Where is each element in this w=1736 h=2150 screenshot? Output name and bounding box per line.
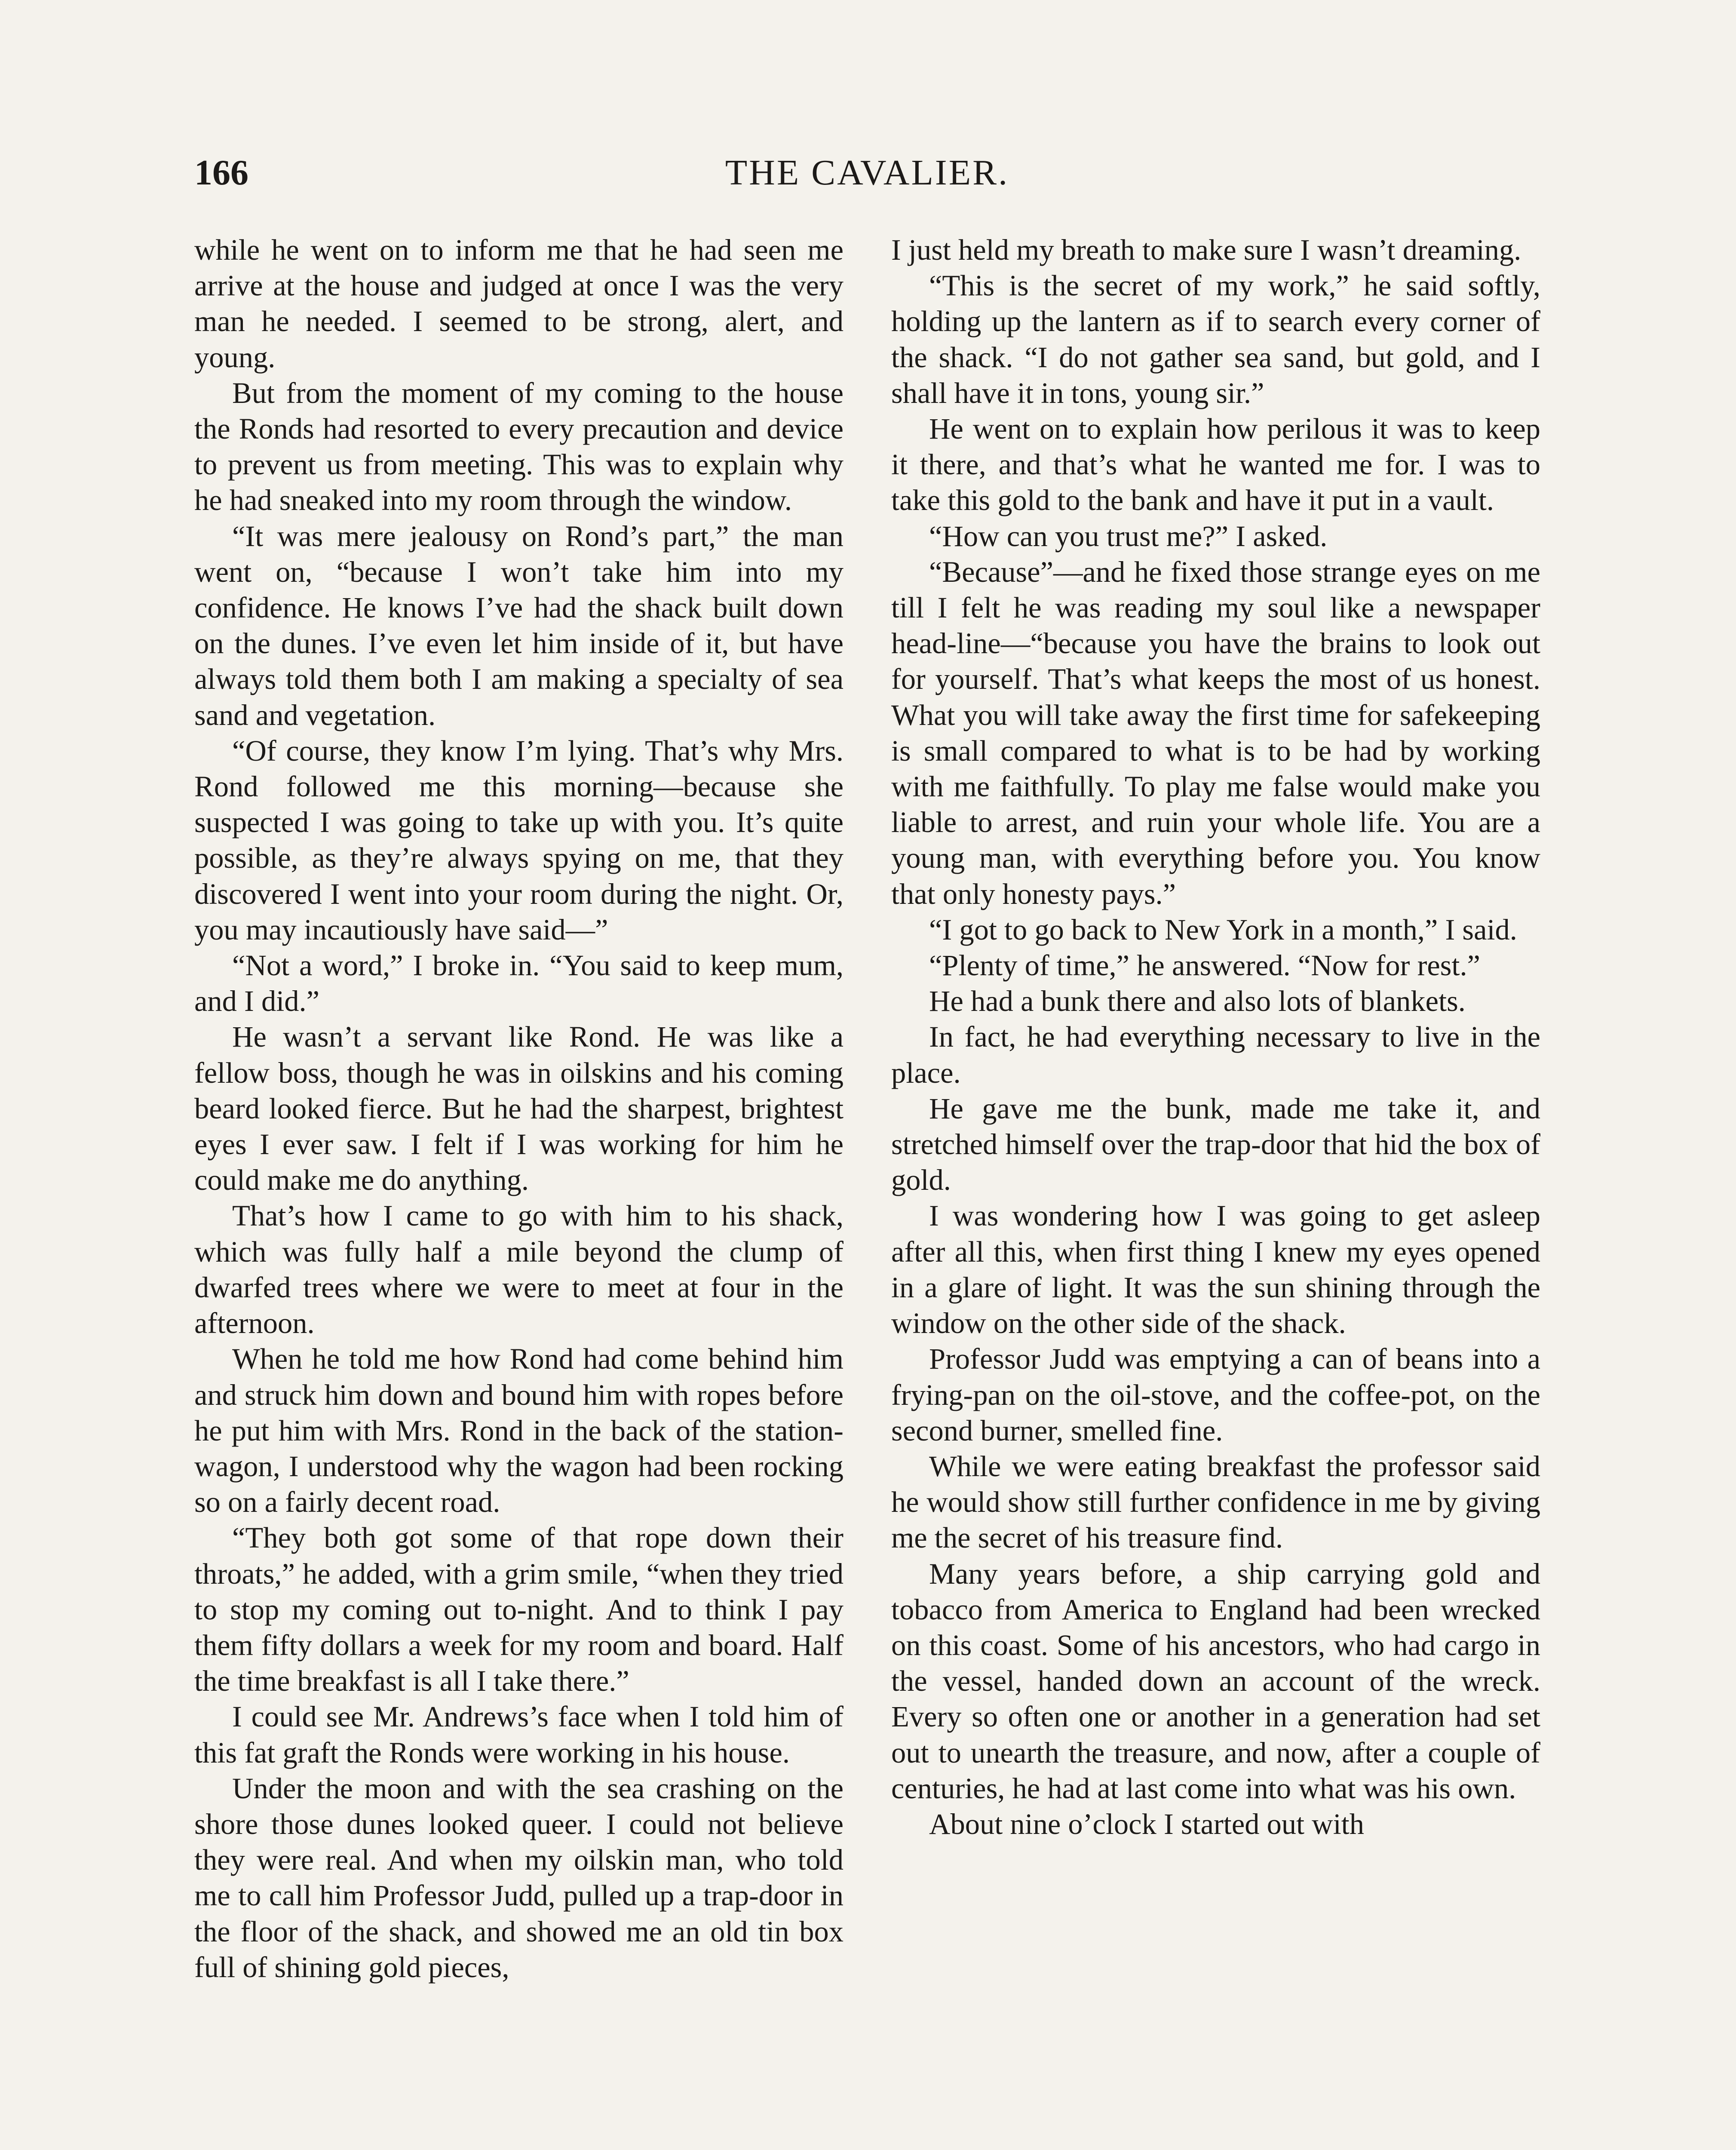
paragraph: I was wondering how I was going to get asleep after all this, when first thing I knew my eyes opened in a glare of light. It was the sun shining through the window on the other side of the shack.: [891, 1199, 1540, 1340]
paragraph: He wasn’t a servant like Rond. He was like a fellow boss, though he was in oilskins and his coming beard looked fierce. But he had the sharpest, brightest eyes I ever saw. I felt if I was working for him he could make me do anything.: [194, 1020, 843, 1197]
paragraph: Under the moon and with the sea crashing on the shore those dunes looked queer. I could not believe they were real. And when my oilskin man, who told me to call him Professor Judd, pulled up a trap-door in the floor of the shack, and showed me an old tin box full of shining gold pieces,: [194, 1772, 843, 1984]
paragraph: “Plenty of time,” he answered. “Now for rest.”: [929, 949, 1481, 982]
paragraph: He gave me the bunk, made me take it, and stretched himself over the trap-door that hid the box of gold.: [891, 1092, 1540, 1197]
paragraph: Many years before, a ship carrying gold and tobacco from America to England had been wrecked on this coast. Some of his ancestors, who had cargo in the vessel, handed down an account of the wreck. Every so often one or another in a generation had set out to unearth the treasure, and now, after a couple of centuries, he had at last come into what was his own.: [891, 1557, 1540, 1805]
paragraph: Professor Judd was emptying a can of beans into a frying-pan on the oil-stove, and the coffee-pot, on the second burner, smelled fine.: [891, 1342, 1540, 1447]
page-header: [194, 144, 1540, 200]
paragraph: When he told me how Rond had come behind him and struck him down and bound him with ropes before he put him with Mrs. Rond in the back of the station-wagon, I understood why the wagon had been rocking so on a fairly decent road.: [194, 1342, 843, 1519]
paragraph: “They both got some of that rope down their throats,” he added, with a grim smile, “when they tried to stop my coming out to-night. And to think I pay them fifty dollars a week for my room and board. Half the time breakfast is all I take there.”: [194, 1521, 843, 1698]
paragraph: I could see Mr. Andrews’s face when I told him of this fat graft the Ronds were working in his house.: [194, 1700, 843, 1769]
paragraph: “I got to go back to New York in a month,” I said.: [929, 913, 1517, 946]
paragraph: In fact, he had everything necessary to live in the place.: [891, 1020, 1540, 1089]
page-number: 166: [194, 153, 248, 193]
paragraph: While we were eating breakfast the professor said he would show still further confidence in me by giving me the secret of his treasure find.: [891, 1450, 1540, 1554]
paragraph: “It was mere jealousy on Rond’s part,” the man went on, “because I won’t take him into my confidence. He knows I’ve had the shack built down on the dunes. I’ve even let him inside of it, but have always told them both I am making a specialty of sea sand and vegetation.: [194, 519, 843, 731]
paragraph: “Of course, they know I’m lying. That’s why Mrs. Rond followed me this morning—because she suspected I was going to take up with you. It’s quite possible, as they’re always spying on me, that they discovered I went into your room during the night. Or, you may incautiously have said—”: [194, 734, 843, 946]
paragraph: I just held my breath to make sure I wasn’t dreaming.: [891, 233, 1521, 266]
paragraph: That’s how I came to go with him to his shack, which was fully half a mile beyond the clump of dwarfed trees where we were to meet at four in the afternoon.: [194, 1199, 843, 1340]
paragraph: “Because”—and he fixed those strange eyes on me till I felt he was reading my soul like a newspaper head-line—“because you have the brains to look out for yourself. That’s what keeps the most of us honest. What you will take away the first time for safekeeping is small compared to what is to be had by working with me faithfully. To play me false would make you liable to arrest, and ruin your whole life. You are a young man, with everything before you. You know that only honesty pays.”: [891, 555, 1540, 910]
paragraph: He went on to explain how perilous it was to keep it there, and that’s what he wanted me for. I was to take this gold to the bank and have it put in a vault.: [891, 412, 1540, 517]
paragraph: while he went on to inform me that he had seen me arrive at the house and judged at once I was the very man he needed. I seemed to be strong, alert, and young.: [194, 233, 843, 374]
paragraph: About nine o’clock I started out with: [929, 1807, 1365, 1840]
paragraph: “How can you trust me?” I asked.: [929, 519, 1328, 553]
paragraph: But from the moment of my coming to the house the Ronds had resorted to every precaution and device to prevent us from meeting. This was to explain why he had sneaked into my room through the window.: [194, 376, 843, 517]
page-title: THE CAVALIER.: [725, 153, 1009, 193]
paragraph: “This is the secret of my work,” he said softly, holding up the lantern as if to search every corner of the shack. “I do not gather sea sand, but gold, and I shall have it in tons, young sir.”: [891, 269, 1540, 409]
paragraph: He had a bunk there and also lots of blankets.: [929, 985, 1466, 1018]
right-text-column: [891, 232, 1540, 1842]
paragraph: “Not a word,” I broke in. “You said to keep mum, and I did.”: [194, 949, 843, 1018]
left-text-column: [194, 232, 843, 1985]
